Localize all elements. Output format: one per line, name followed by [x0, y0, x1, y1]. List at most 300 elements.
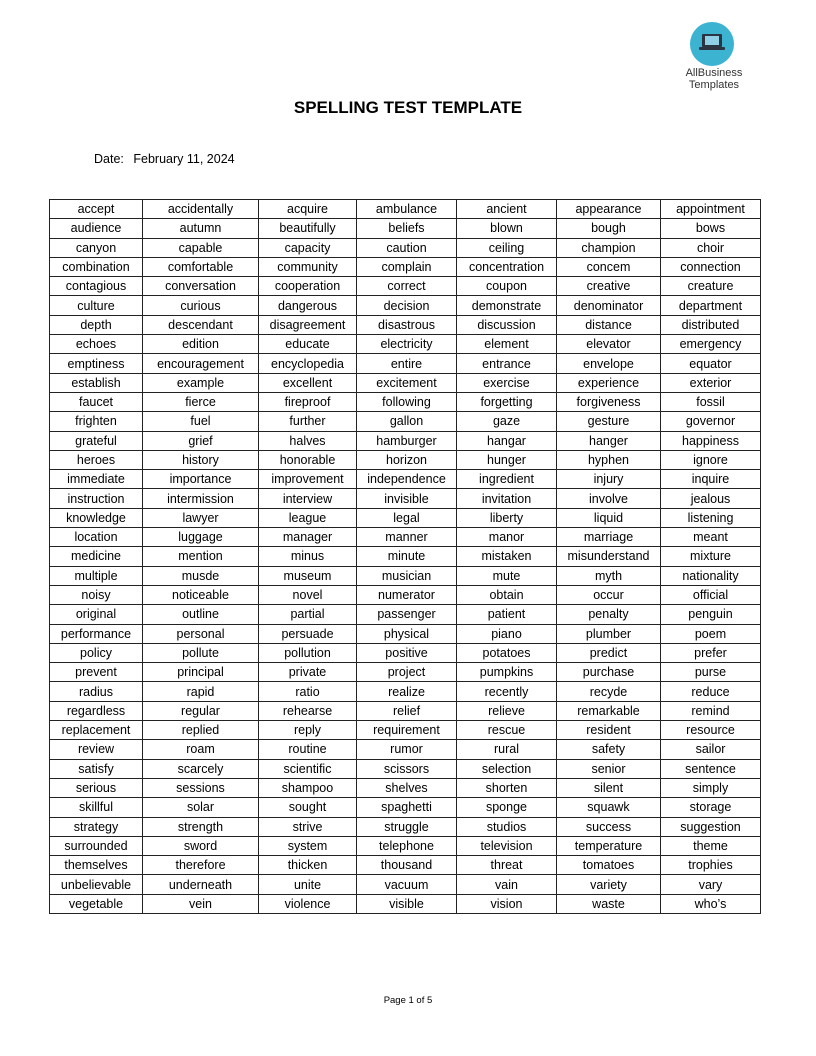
table-row	[50, 412, 761, 431]
word-cell: happiness	[661, 431, 761, 450]
word-cell: private	[259, 663, 357, 682]
allbusiness-templates-logo	[676, 22, 752, 94]
word-cell: vision	[457, 894, 557, 913]
word-cell: sessions	[143, 778, 259, 797]
word-cell: system	[259, 836, 357, 855]
word-cell: fireproof	[259, 392, 357, 411]
word-cell: educate	[259, 335, 357, 354]
word-cell: hanger	[557, 431, 661, 450]
word-cell: intermission	[143, 489, 259, 508]
word-cell: ambulance	[357, 200, 457, 219]
word-cell: inquire	[661, 470, 761, 489]
word-cell: penalty	[557, 605, 661, 624]
word-cell: experience	[557, 373, 661, 392]
word-cell: trophies	[661, 856, 761, 875]
word-cell: demonstrate	[457, 296, 557, 315]
word-cell: unite	[259, 875, 357, 894]
word-cell: connection	[661, 257, 761, 276]
word-cell: poem	[661, 624, 761, 643]
word-cell: frighten	[50, 412, 143, 431]
table-row	[50, 721, 761, 740]
word-cell: theme	[661, 836, 761, 855]
word-cell: mention	[143, 547, 259, 566]
word-cell: ceiling	[457, 238, 557, 257]
table-row	[50, 277, 761, 296]
word-cell: liberty	[457, 508, 557, 527]
word-cell: purse	[661, 663, 761, 682]
table-row	[50, 257, 761, 276]
word-cell: temperature	[557, 836, 661, 855]
word-cell: edition	[143, 335, 259, 354]
word-cell: outline	[143, 605, 259, 624]
word-cell: regardless	[50, 701, 143, 720]
word-cell: prefer	[661, 643, 761, 662]
word-cell: resource	[661, 721, 761, 740]
word-cell: example	[143, 373, 259, 392]
word-cell: serious	[50, 778, 143, 797]
word-cell: honorable	[259, 450, 357, 469]
word-cell: ignore	[661, 450, 761, 469]
word-cell: strength	[143, 817, 259, 836]
word-cell: electricity	[357, 335, 457, 354]
word-cell: element	[457, 335, 557, 354]
word-cell: accept	[50, 200, 143, 219]
word-cell: liquid	[557, 508, 661, 527]
word-cell: ratio	[259, 682, 357, 701]
word-cell: fuel	[143, 412, 259, 431]
page-number: Page 1 of 5	[383, 995, 433, 1006]
table-row	[50, 200, 761, 219]
word-cell: excitement	[357, 373, 457, 392]
word-cell: vain	[457, 875, 557, 894]
logo-text-line1: AllBusiness	[685, 67, 743, 79]
word-cell: beautifully	[259, 219, 357, 238]
word-cell: vary	[661, 875, 761, 894]
word-cell: acquire	[259, 200, 357, 219]
word-cell: suggestion	[661, 817, 761, 836]
word-cell: coupon	[457, 277, 557, 296]
word-cell: exercise	[457, 373, 557, 392]
word-cell: surrounded	[50, 836, 143, 855]
word-cell: partial	[259, 605, 357, 624]
word-cell: lawyer	[143, 508, 259, 527]
word-cell: disagreement	[259, 315, 357, 334]
table-row	[50, 566, 761, 585]
word-cell: radius	[50, 682, 143, 701]
word-cell: themselves	[50, 856, 143, 875]
word-cell: capacity	[259, 238, 357, 257]
word-cell: recently	[457, 682, 557, 701]
word-cell: remarkable	[557, 701, 661, 720]
word-cell: sought	[259, 798, 357, 817]
word-cell: gaze	[457, 412, 557, 431]
word-cell: listening	[661, 508, 761, 527]
word-cell: passenger	[357, 605, 457, 624]
word-cell: scientific	[259, 759, 357, 778]
word-cell: appearance	[557, 200, 661, 219]
word-cell: relieve	[457, 701, 557, 720]
word-cell: choir	[661, 238, 761, 257]
word-cell: fierce	[143, 392, 259, 411]
word-cell: noisy	[50, 585, 143, 604]
date-value: February 11, 2024	[133, 152, 235, 166]
table-row	[50, 585, 761, 604]
word-cell: concem	[557, 257, 661, 276]
logo-text-line2: Templates	[688, 79, 740, 91]
word-cell: canyon	[50, 238, 143, 257]
word-cell: bough	[557, 219, 661, 238]
word-cell: who’s	[661, 894, 761, 913]
word-cell: minute	[357, 547, 457, 566]
word-cell: regular	[143, 701, 259, 720]
table-row	[50, 392, 761, 411]
word-cell: hyphen	[557, 450, 661, 469]
word-cell: vegetable	[50, 894, 143, 913]
word-cell: myth	[557, 566, 661, 585]
word-cell: blown	[457, 219, 557, 238]
word-cell: echoes	[50, 335, 143, 354]
word-cell: numerator	[357, 585, 457, 604]
word-cell: invitation	[457, 489, 557, 508]
word-cell: storage	[661, 798, 761, 817]
spelling-words-body	[50, 200, 761, 914]
word-cell: review	[50, 740, 143, 759]
word-cell: injury	[557, 470, 661, 489]
table-row	[50, 701, 761, 720]
word-cell: satisfy	[50, 759, 143, 778]
word-cell: violence	[259, 894, 357, 913]
word-cell: squawk	[557, 798, 661, 817]
table-row	[50, 605, 761, 624]
word-cell: project	[357, 663, 457, 682]
logo-circle	[690, 22, 734, 66]
table-row	[50, 238, 761, 257]
word-cell: selection	[457, 759, 557, 778]
word-cell: independence	[357, 470, 457, 489]
word-cell: mixture	[661, 547, 761, 566]
table-row	[50, 778, 761, 797]
word-cell: discussion	[457, 315, 557, 334]
table-row	[50, 508, 761, 527]
word-cell: relief	[357, 701, 457, 720]
word-cell: nationality	[661, 566, 761, 585]
word-cell: emergency	[661, 335, 761, 354]
word-cell: threat	[457, 856, 557, 875]
word-cell: gesture	[557, 412, 661, 431]
word-cell: culture	[50, 296, 143, 315]
word-cell: scarcely	[143, 759, 259, 778]
word-cell: sword	[143, 836, 259, 855]
table-row	[50, 740, 761, 759]
word-cell: strive	[259, 817, 357, 836]
word-cell: equator	[661, 354, 761, 373]
word-cell: purchase	[557, 663, 661, 682]
word-cell: disastrous	[357, 315, 457, 334]
word-cell: sentence	[661, 759, 761, 778]
word-cell: recyde	[557, 682, 661, 701]
word-cell: contagious	[50, 277, 143, 296]
word-cell: encouragement	[143, 354, 259, 373]
word-cell: halves	[259, 431, 357, 450]
word-cell: musician	[357, 566, 457, 585]
word-cell: success	[557, 817, 661, 836]
word-cell: exterior	[661, 373, 761, 392]
word-cell: manner	[357, 528, 457, 547]
word-cell: realize	[357, 682, 457, 701]
word-cell: horizon	[357, 450, 457, 469]
word-cell: combination	[50, 257, 143, 276]
word-cell: audience	[50, 219, 143, 238]
word-cell: positive	[357, 643, 457, 662]
word-cell: creative	[557, 277, 661, 296]
word-cell: depth	[50, 315, 143, 334]
word-cell: simply	[661, 778, 761, 797]
word-cell: complain	[357, 257, 457, 276]
word-cell: predict	[557, 643, 661, 662]
word-cell: visible	[357, 894, 457, 913]
document-title: SPELLING TEST TEMPLATE	[293, 98, 523, 117]
word-cell: autumn	[143, 219, 259, 238]
word-cell: studios	[457, 817, 557, 836]
word-cell: original	[50, 605, 143, 624]
word-cell: knowledge	[50, 508, 143, 527]
word-cell: plumber	[557, 624, 661, 643]
table-row	[50, 875, 761, 894]
word-cell: scissors	[357, 759, 457, 778]
word-cell: multiple	[50, 566, 143, 585]
word-cell: envelope	[557, 354, 661, 373]
word-cell: thousand	[357, 856, 457, 875]
word-cell: sponge	[457, 798, 557, 817]
word-cell: thicken	[259, 856, 357, 875]
word-cell: musde	[143, 566, 259, 585]
word-cell: medicine	[50, 547, 143, 566]
word-cell: strategy	[50, 817, 143, 836]
word-cell: distributed	[661, 315, 761, 334]
word-cell: encyclopedia	[259, 354, 357, 373]
word-cell: following	[357, 392, 457, 411]
table-row	[50, 470, 761, 489]
word-cell: remind	[661, 701, 761, 720]
word-cell: grateful	[50, 431, 143, 450]
word-cell: denominator	[557, 296, 661, 315]
word-cell: therefore	[143, 856, 259, 875]
word-cell: hunger	[457, 450, 557, 469]
word-cell: establish	[50, 373, 143, 392]
word-cell: ancient	[457, 200, 557, 219]
word-cell: governor	[661, 412, 761, 431]
laptop-base	[699, 47, 725, 50]
word-cell: spaghetti	[357, 798, 457, 817]
logo-text	[676, 67, 752, 91]
table-row	[50, 894, 761, 913]
word-cell: tomatoes	[557, 856, 661, 875]
word-cell: manager	[259, 528, 357, 547]
word-cell: cooperation	[259, 277, 357, 296]
word-cell: location	[50, 528, 143, 547]
word-cell: invisible	[357, 489, 457, 508]
word-cell: elevator	[557, 335, 661, 354]
word-cell: history	[143, 450, 259, 469]
table-row	[50, 296, 761, 315]
word-cell: forgiveness	[557, 392, 661, 411]
table-row	[50, 315, 761, 334]
word-cell: prevent	[50, 663, 143, 682]
word-cell: solar	[143, 798, 259, 817]
word-cell: beliefs	[357, 219, 457, 238]
word-cell: jealous	[661, 489, 761, 508]
word-cell: potatoes	[457, 643, 557, 662]
word-cell: shelves	[357, 778, 457, 797]
word-cell: department	[661, 296, 761, 315]
word-cell: grief	[143, 431, 259, 450]
date-line	[94, 152, 235, 166]
word-cell: requirement	[357, 721, 457, 740]
table-row	[50, 682, 761, 701]
word-cell: rapid	[143, 682, 259, 701]
table-row	[50, 856, 761, 875]
word-cell: routine	[259, 740, 357, 759]
table-row	[50, 335, 761, 354]
word-cell: performance	[50, 624, 143, 643]
table-row	[50, 219, 761, 238]
word-cell: immediate	[50, 470, 143, 489]
word-cell: caution	[357, 238, 457, 257]
word-cell: patient	[457, 605, 557, 624]
table-row	[50, 663, 761, 682]
word-cell: further	[259, 412, 357, 431]
word-cell: emptiness	[50, 354, 143, 373]
word-cell: roam	[143, 740, 259, 759]
word-cell: reduce	[661, 682, 761, 701]
word-cell: descendant	[143, 315, 259, 334]
word-cell: heroes	[50, 450, 143, 469]
word-cell: excellent	[259, 373, 357, 392]
word-cell: reply	[259, 721, 357, 740]
word-cell: replacement	[50, 721, 143, 740]
word-cell: entire	[357, 354, 457, 373]
laptop-icon	[702, 34, 722, 47]
word-cell: shorten	[457, 778, 557, 797]
word-cell: champion	[557, 238, 661, 257]
word-cell: senior	[557, 759, 661, 778]
word-cell: league	[259, 508, 357, 527]
word-cell: dangerous	[259, 296, 357, 315]
table-row	[50, 798, 761, 817]
word-cell: persuade	[259, 624, 357, 643]
table-row	[50, 450, 761, 469]
table-row	[50, 354, 761, 373]
word-cell: telephone	[357, 836, 457, 855]
word-cell: distance	[557, 315, 661, 334]
word-cell: vein	[143, 894, 259, 913]
word-cell: correct	[357, 277, 457, 296]
word-cell: policy	[50, 643, 143, 662]
word-cell: personal	[143, 624, 259, 643]
word-cell: waste	[557, 894, 661, 913]
spelling-words-table	[49, 199, 761, 914]
word-cell: pollute	[143, 643, 259, 662]
word-cell: bows	[661, 219, 761, 238]
word-cell: ingredient	[457, 470, 557, 489]
word-cell: mistaken	[457, 547, 557, 566]
word-cell: comfortable	[143, 257, 259, 276]
word-cell: pollution	[259, 643, 357, 662]
word-cell: decision	[357, 296, 457, 315]
word-cell: novel	[259, 585, 357, 604]
word-cell: sailor	[661, 740, 761, 759]
table-row	[50, 528, 761, 547]
word-cell: luggage	[143, 528, 259, 547]
table-row	[50, 836, 761, 855]
word-cell: obtain	[457, 585, 557, 604]
word-cell: piano	[457, 624, 557, 643]
word-cell: rescue	[457, 721, 557, 740]
word-cell: rural	[457, 740, 557, 759]
word-cell: rehearse	[259, 701, 357, 720]
table-row	[50, 643, 761, 662]
word-cell: meant	[661, 528, 761, 547]
table-row	[50, 373, 761, 392]
word-cell: appointment	[661, 200, 761, 219]
date-label: Date:	[94, 152, 124, 166]
word-cell: rumor	[357, 740, 457, 759]
word-cell: skillful	[50, 798, 143, 817]
word-cell: forgetting	[457, 392, 557, 411]
word-cell: concentration	[457, 257, 557, 276]
word-cell: penguin	[661, 605, 761, 624]
word-cell: importance	[143, 470, 259, 489]
word-cell: vacuum	[357, 875, 457, 894]
table-row	[50, 431, 761, 450]
word-cell: struggle	[357, 817, 457, 836]
word-cell: noticeable	[143, 585, 259, 604]
word-cell: mute	[457, 566, 557, 585]
word-cell: involve	[557, 489, 661, 508]
word-cell: curious	[143, 296, 259, 315]
word-cell: interview	[259, 489, 357, 508]
word-cell: resident	[557, 721, 661, 740]
word-cell: faucet	[50, 392, 143, 411]
word-cell: pumpkins	[457, 663, 557, 682]
word-cell: safety	[557, 740, 661, 759]
word-cell: misunderstand	[557, 547, 661, 566]
word-cell: improvement	[259, 470, 357, 489]
word-cell: minus	[259, 547, 357, 566]
table-row	[50, 547, 761, 566]
word-cell: silent	[557, 778, 661, 797]
word-cell: hamburger	[357, 431, 457, 450]
laptop-screen	[705, 36, 719, 45]
word-cell: variety	[557, 875, 661, 894]
table-row	[50, 624, 761, 643]
word-cell: capable	[143, 238, 259, 257]
word-cell: legal	[357, 508, 457, 527]
word-cell: gallon	[357, 412, 457, 431]
table-row	[50, 489, 761, 508]
word-cell: television	[457, 836, 557, 855]
word-cell: occur	[557, 585, 661, 604]
word-cell: conversation	[143, 277, 259, 296]
word-cell: fossil	[661, 392, 761, 411]
word-cell: museum	[259, 566, 357, 585]
word-cell: manor	[457, 528, 557, 547]
word-cell: official	[661, 585, 761, 604]
table-row	[50, 817, 761, 836]
word-cell: principal	[143, 663, 259, 682]
word-cell: hangar	[457, 431, 557, 450]
word-cell: physical	[357, 624, 457, 643]
